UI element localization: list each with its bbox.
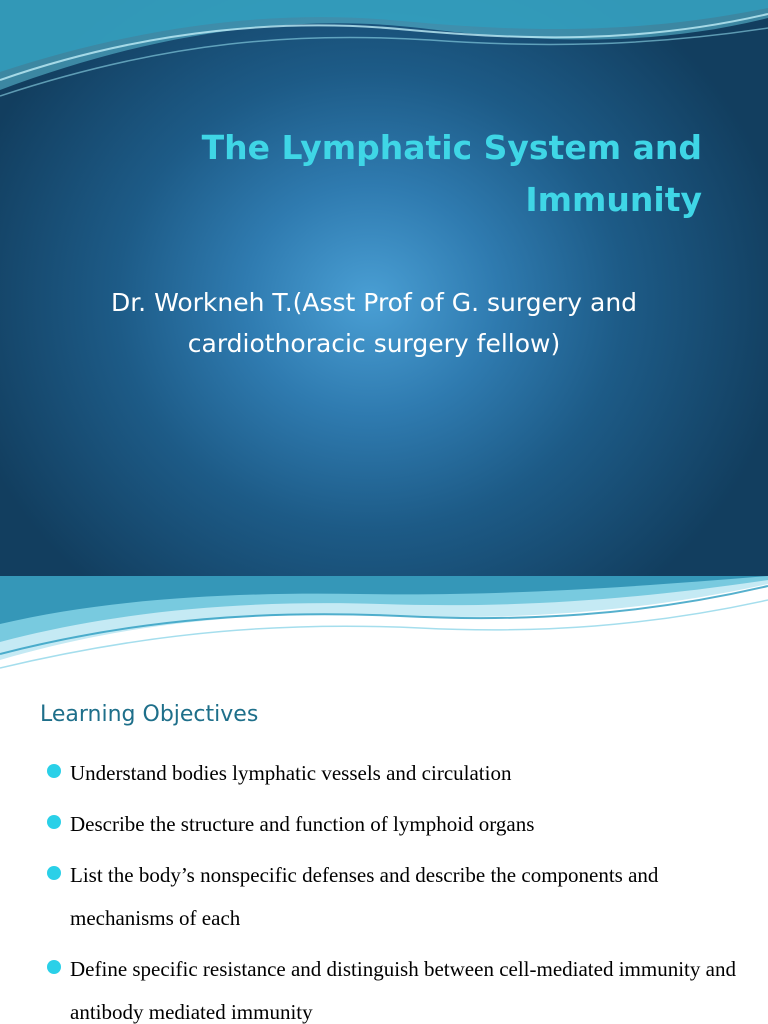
bullet-icon <box>47 866 61 880</box>
objective-text: Describe the structure and function of lymphoid organs <box>70 812 535 836</box>
bullet-icon <box>47 960 61 974</box>
bullet-icon <box>47 764 61 778</box>
objective-text: Define specific resistance and distinguish between cell-mediated immunity and antibody mediated immunity <box>70 957 736 1024</box>
slide-title-line-2: Immunity <box>525 180 702 219</box>
objective-item <box>44 752 744 795</box>
objective-item <box>44 854 744 940</box>
header-wave-decoration <box>0 576 768 676</box>
slide-subtitle-line-2: cardiothoracic surgery fellow) <box>187 329 561 358</box>
header-wave-decoration <box>0 0 768 110</box>
objectives-slide <box>0 576 768 1024</box>
slide-subtitle <box>40 282 708 364</box>
slide-title-line-1: The Lymphatic System and <box>201 128 702 167</box>
objectives-list <box>44 752 744 1024</box>
slide-title <box>102 122 702 226</box>
objective-item <box>44 948 744 1024</box>
objectives-heading: Learning Objectives <box>40 702 259 727</box>
bullet-icon <box>47 815 61 829</box>
objective-item <box>44 803 744 846</box>
objective-text: List the body’s nonspecific defenses and describe the components and mechanisms of each <box>70 863 659 930</box>
objective-text: Understand bodies lymphatic vessels and circulation <box>70 761 512 785</box>
slide-subtitle-line-1: Dr. Workneh T.(Asst Prof of G. surgery and <box>110 288 638 317</box>
